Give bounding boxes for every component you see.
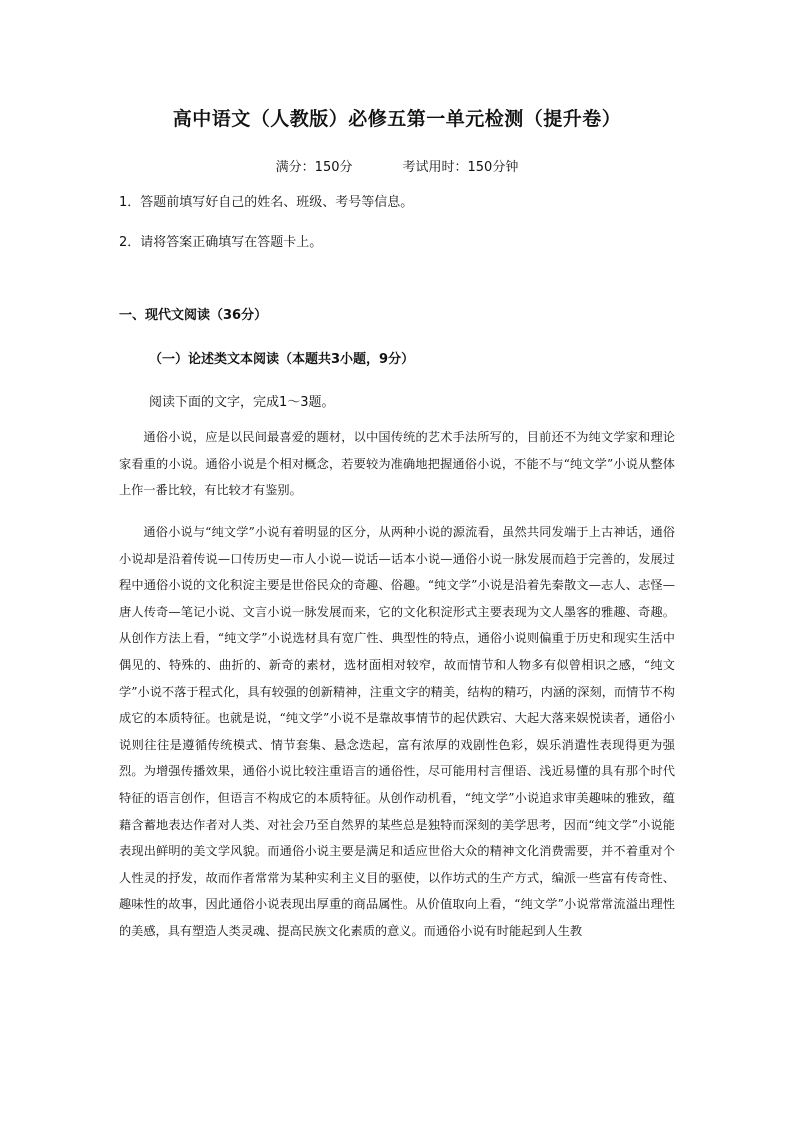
page-title: 高中语文（人教版）必修五第一单元检测（提升卷） (172, 108, 622, 130)
reading-instruction: 阅读下面的文字，完成1～3题。 (149, 395, 335, 410)
subsection-heading: （一）论述类文本阅读（本题共3小题，9分） (149, 352, 415, 367)
instruction-note-1: 1．答题前填写好自己的姓名、班级、考号等信息。 (119, 195, 414, 210)
exam-time-label: 考试用时：150分钟 (402, 160, 519, 175)
full-score-label: 满分：150分 (275, 160, 353, 175)
exam-meta (0, 156, 794, 175)
passage-paragraph-1: 通俗小说，应是以民间最喜爱的题材，以中国传统的艺术手法所写的，目前还不为纯文学家和理论家看重的小说。通俗小说是个相对概念，若要较为准确地把握通俗小说，不能不与“纯文学”小说从整体上作一番比较，有比较才有鉴别。 (119, 430, 675, 498)
passage-paragraph-2: 通俗小说与“纯文学”小说有着明显的区分，从两种小说的源流看，虽然共同发端于上古神话，通俗小说却是沿着传说—口传历史—市人小说—说话—话本小说—通俗小说一脉发展而趋于完善的，发展过程中通俗小说的文化积淀主要是世俗民众的奇趣、俗趣。“纯文学”小说是沿着先秦散文—志人、志怪—唐人传奇—笔记小说、文言小说一脉发展而来，它的文化积淀形式主要表现为文人墨客的雅趣、奇趣。从创作方法上看，“纯文学”小说选材具有宽广性、典型性的特点，通俗小说则偏重于历史和现实生活中偶见的、特殊的、曲折的、新奇的素材，选材面相对较窄，故而情节和人物多有似曾相识之感，“纯文学”小说不落于程式化，具有较强的创新精神，注重文字的精美，结构的精巧，内涵的深刻，而情节不构成它的本质特征。也就是说，“纯文学”小说不是靠故事情节的起伏跌宕、大起大落来娱悦读者，通俗小说则往往是遵循传统模式、情节套集、悬念迭起，富有浓厚的戏剧性色彩，娱乐消遣性表现得更为强烈。为增强传播效果，通俗小说比较注重语言的通俗性，尽可能用村言俚语、浅近易懂的具有那个时代特征的语言创作，但语言不构成它的本质特征。从创作动机看，“纯文学”小说追求审美趣味的雅致，蕴藉含蓄地表达作者对人类、对社会乃至自然界的某些总是独特而深刻的美学思考，因而“纯文学”小说能表现出鲜明的美文学风貌。而通俗小说主要是满足和适应世俗大众的精神文化消费需要，并不着重对个人性灵的抒发，故而作者常常为某种实利主义目的驱使，以作坊式的生产方式，编派一些富有传奇性、趣味性的故事，因此通俗小说表现出厚重的商品属性。从价值取向上看，“纯文学”小说常常流溢出理性的美感，具有塑造人类灵魂、提高民族文化素质的意义。而通俗小说有时能起到人生教 (119, 525, 675, 938)
instruction-note-2: 2．请将答案正确填写在答题卡上。 (119, 235, 323, 250)
section-heading: 一、现代文阅读（36分） (119, 308, 268, 323)
